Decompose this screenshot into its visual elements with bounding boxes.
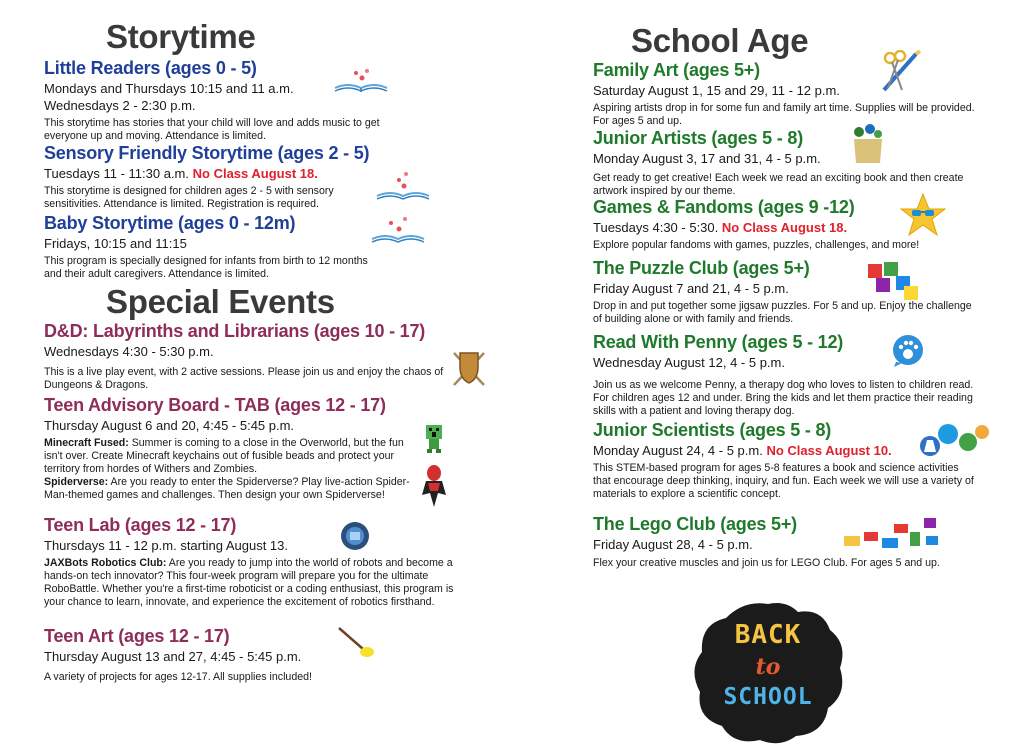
- program-schedule: Mondays and Thursdays 10:15 and 11 a.m.: [44, 81, 294, 96]
- star-sunglasses-icon: [900, 193, 946, 237]
- program-description: This storytime has stories that your child will love and adds music to get everyone up and moving. Attendance is limited.: [44, 117, 380, 142]
- science-icons-icon: [918, 420, 990, 460]
- scissors-pencil-icon: [876, 50, 922, 96]
- open-book-hearts-icon: [374, 170, 432, 204]
- program-description: Explore popular fandoms with games, puzzles, challenges, and more!: [593, 239, 920, 251]
- no-class-notice: No Class August 18.: [721, 220, 848, 235]
- program-description: This is a live play event, with 2 active sessions. Please join us and enjoy the chaos of Dungeons & Dragons.: [44, 366, 444, 391]
- program-junior-artists: [593, 128, 988, 198]
- no-class-notice: No Class August 18.: [192, 166, 318, 181]
- badge-line-to: to: [755, 654, 781, 680]
- program-schedule: Monday August 24, 4 - 5 p.m. No Class August 10.: [593, 443, 892, 458]
- program-title: Teen Lab (ages 12 - 17): [44, 515, 237, 535]
- creeper-icon: [420, 423, 448, 455]
- program-schedule: Wednesday August 12, 4 - 5 p.m.: [593, 355, 785, 370]
- storytime-heading: Storytime: [106, 18, 256, 55]
- program-description: Flex your creative muscles and join us for LEGO Club. For ages 5 and up.: [593, 557, 940, 569]
- paintbrush-icon: [335, 625, 377, 659]
- program-schedule: Saturday August 1, 15 and 29, 11 - 12 p.m.: [593, 83, 840, 98]
- program-schedule: Wednesdays 4:30 - 5:30 p.m.: [44, 344, 214, 359]
- program-description: Spiderverse: Are you ready to enter the Spiderverse? Play live-action Spider-Man-themed games and challenges. Then design your own Spiderverse!: [44, 476, 410, 501]
- program-description: Get ready to get creative! Each week we read an exciting book and then create artwork inspired by our theme.: [593, 172, 964, 197]
- spiderman-icon: [416, 463, 452, 509]
- program-description: Join us as we welcome Penny, a therapy dog who loves to listen to children read. For children ages 12 and under. Bring the kids and let them practice their reading skills with a patient and loving therapy dog.: [593, 379, 974, 417]
- program-title: Family Art (ages 5+): [593, 60, 760, 80]
- program-title: Teen Advisory Board - TAB (ages 12 - 17): [44, 395, 386, 415]
- puzzle-pieces-icon: [866, 260, 922, 302]
- program-title: Teen Art (ages 12 - 17): [44, 626, 230, 646]
- open-book-hearts-icon: [332, 66, 390, 96]
- program-schedule: Tuesdays 4:30 - 5:30. No Class August 18.: [593, 220, 848, 235]
- program-description: Drop in and put together some jigsaw puzzles. For 5 and up. Enjoy the challenge of building alone or with family and friends.: [593, 300, 972, 325]
- program-schedule: Thursday August 6 and 20, 4:45 - 5:45 p.m.: [44, 418, 295, 433]
- program-description: This STEM-based program for ages 5-8 features a book and science activities that encourage deep thinking, inquiry, and fun. Each week we will use a variety of materials to explore a scientific concept.: [593, 462, 974, 500]
- program-schedule: Wednesdays 2 - 2:30 p.m.: [44, 98, 196, 113]
- program-title: Little Readers (ages 0 - 5): [44, 58, 257, 78]
- program-description: JAXBots Robotics Club: Are you ready to jump into the world of robots and become a hands-on tech innovator? This four-week program will prepare you for the ultimate RoboBattle. Whether you're a first-time roboticist or a coding enthusiast, this program is your chance to learn, innovate, and experience the excitement of robotics firsthand.: [44, 557, 454, 608]
- program-description: This program is specially designed for infants from birth to 12 months and their adult caregivers. Attendance is limited.: [44, 255, 368, 280]
- program-title: Baby Storytime (ages 0 - 12m): [44, 213, 296, 233]
- program-puzzle-club: [593, 258, 988, 326]
- program-description: Minecraft Fused: Summer is coming to a close in the Overworld, but the fun isn't over. Create Minecraft keychains out of fusible beads and protect your territory from hordes of Withers and Zombies.: [44, 437, 404, 475]
- program-schedule: Friday August 7 and 21, 4 - 5 p.m.: [593, 281, 789, 296]
- robot-icon: [340, 521, 370, 551]
- shield-swords-icon: [450, 347, 488, 389]
- no-class-notice: No Class August 10.: [766, 443, 892, 458]
- program-read-with-penny: [593, 332, 988, 418]
- program-title: Games & Fandoms (ages 9 -12): [593, 197, 855, 217]
- program-schedule: Tuesdays 11 - 11:30 a.m. No Class August 18.: [44, 166, 318, 181]
- program-schedule: Thursdays 11 - 12 p.m. starting August 13.: [44, 538, 288, 553]
- program-schedule: Friday August 28, 4 - 5 p.m.: [593, 537, 753, 552]
- program-description: Aspiring artists drop in for some fun and family art time. Supplies will be provided. For ages 5 and up.: [593, 102, 975, 127]
- badge-line-school: SCHOOL: [723, 684, 813, 710]
- program-family-art: [593, 60, 988, 128]
- lego-bricks-icon: [842, 514, 942, 554]
- school-age-heading: School Age: [631, 22, 809, 59]
- program-little-readers: [44, 58, 484, 143]
- program-schedule: Monday August 3, 17 and 31, 4 - 5 p.m.: [593, 151, 821, 166]
- program-description: A variety of projects for ages 12-17. All supplies included!: [44, 671, 312, 683]
- program-dnd: [44, 321, 484, 392]
- program-title: Junior Artists (ages 5 - 8): [593, 128, 803, 148]
- program-title: The Puzzle Club (ages 5+): [593, 258, 810, 278]
- program-title: The Lego Club (ages 5+): [593, 514, 797, 534]
- paw-bubble-icon: [890, 334, 926, 368]
- program-schedule: Thursday August 13 and 27, 4:45 - 5:45 p.m.: [44, 649, 302, 664]
- program-title: Read With Penny (ages 5 - 12): [593, 332, 844, 352]
- open-book-hearts-icon: [369, 213, 427, 247]
- program-teen-art: [44, 626, 484, 684]
- back-to-school-badge: [688, 598, 848, 748]
- program-description: This storytime is designed for children ages 2 - 5 with sensory sensitivities. Attendance is limited. Registration is required.: [44, 185, 334, 210]
- special-events-heading: Special Events: [106, 283, 335, 320]
- badge-line-back: BACK: [734, 620, 802, 650]
- program-teen-lab: [44, 515, 484, 609]
- program-title: Sensory Friendly Storytime (ages 2 - 5): [44, 143, 370, 163]
- program-schedule: Fridays, 10:15 and 11:15: [44, 236, 187, 251]
- art-supplies-bag-icon: [850, 123, 886, 165]
- program-title: Junior Scientists (ages 5 - 8): [593, 420, 832, 440]
- program-title: D&D: Labyrinths and Librarians (ages 10 - 17): [44, 321, 426, 341]
